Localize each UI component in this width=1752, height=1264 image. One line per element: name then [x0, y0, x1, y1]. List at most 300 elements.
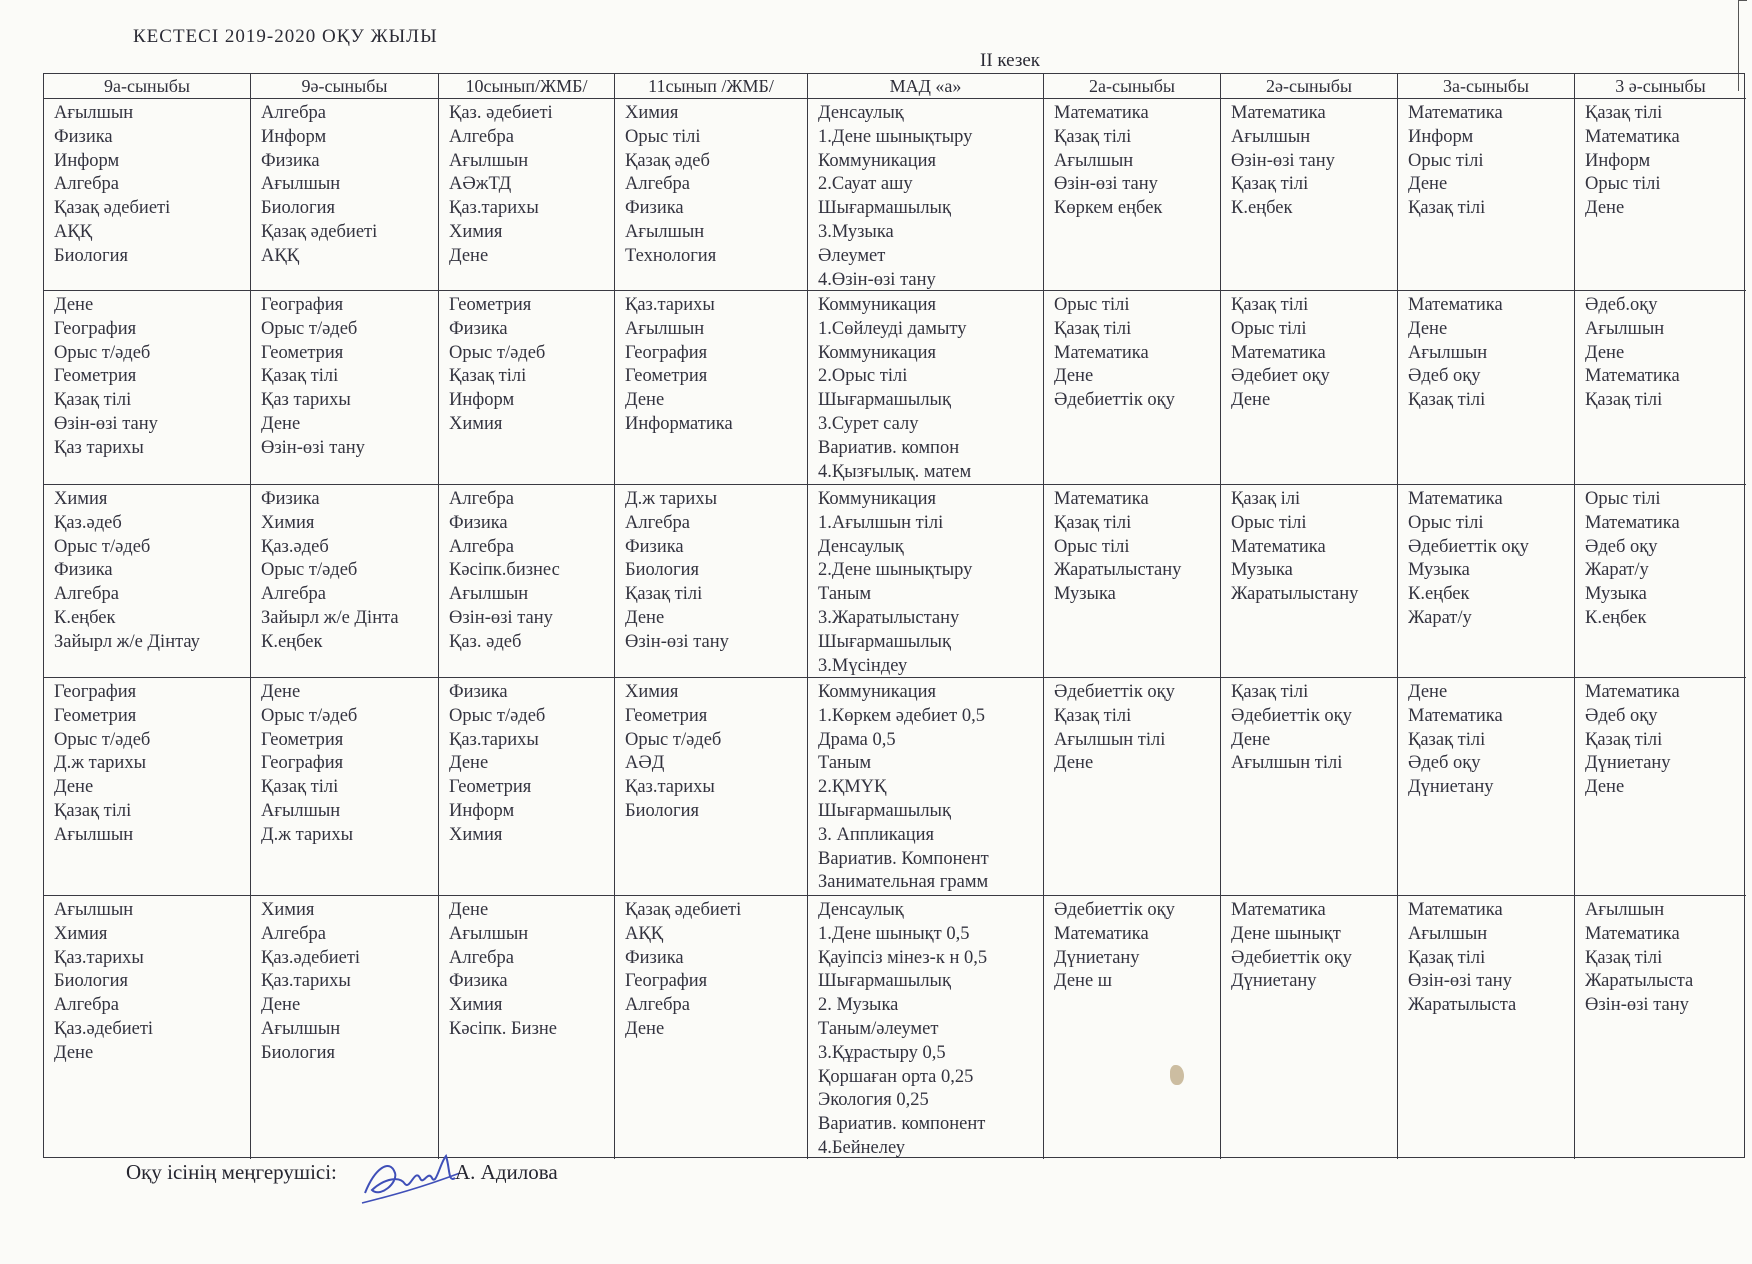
subject-line: 2.Орыс тілі — [818, 366, 908, 387]
schedule-cell — [615, 291, 808, 485]
subject-line: Дене — [625, 390, 665, 411]
subject-line: Ағылшын — [1585, 318, 1665, 339]
subject-line: К.еңбек — [1585, 607, 1647, 628]
subject-line: Алгебра — [54, 174, 120, 195]
schedule-cell — [439, 485, 615, 678]
subject-line: Ағылшын — [1054, 150, 1134, 171]
subject-line: Өзін-өзі тану — [54, 413, 158, 434]
subject-line: Қазақ тілі — [1408, 947, 1486, 968]
subject-line: Вариатив. компон — [818, 437, 960, 458]
schedule-cell — [44, 678, 251, 896]
subject-line: Қазақ ілі — [1231, 489, 1301, 509]
subject-line: Орыс т/әдеб — [449, 705, 546, 726]
subject-line: Өзін-өзі тану — [261, 437, 365, 458]
schedule-cell — [1398, 896, 1575, 1159]
subject-line: Өзін-өзі тану — [1408, 971, 1512, 992]
subject-line: Дүниетану — [1408, 777, 1494, 798]
subject-line: Физика — [449, 971, 508, 992]
subject-line: Геометрия — [261, 729, 344, 750]
subject-line: Қазақ тілі — [1585, 729, 1663, 750]
subject-line: Математика — [1585, 126, 1680, 147]
subject-line: Әдеб оқу — [1585, 536, 1658, 557]
signature-icon — [360, 1148, 470, 1208]
subject-line: Орыс т/әдеб — [261, 560, 358, 581]
subject-line: Қазақ тілі — [449, 366, 527, 387]
subject-line: 4.Қызғылық. матем — [818, 461, 972, 482]
subject-line: АӘжТД — [449, 174, 512, 195]
subject-line: Химия — [261, 900, 315, 920]
subject-line: Математика — [1585, 923, 1680, 944]
subject-line: Вариатив. компонент — [818, 1114, 986, 1135]
subject-line: Геометрия — [261, 342, 344, 363]
subject-line: Физика — [54, 560, 113, 581]
subject-line: Математика — [1585, 366, 1680, 387]
schedule-cell — [44, 99, 251, 291]
column-header: 9а-сыныбы — [44, 74, 251, 99]
subject-line: Биология — [625, 800, 700, 821]
subject-line: Қаз.тарихы — [625, 295, 715, 315]
schedule-cell — [439, 896, 615, 1159]
subject-line: Дене — [1054, 753, 1094, 774]
subject-line: Музыка — [1408, 560, 1470, 581]
subject-line: Дене — [625, 607, 665, 628]
subject-line: Алгебра — [625, 995, 691, 1016]
subject-line: Ағылшын — [449, 150, 529, 171]
schedule-cell — [808, 291, 1044, 485]
subject-line: Шығармашылық — [818, 800, 951, 821]
subject-line: Әдебиеттік оқу — [1054, 682, 1175, 702]
subject-line: Дене ш — [1054, 971, 1113, 992]
subject-line: Дүниетану — [1585, 753, 1671, 774]
subject-line: Д.ж тарихы — [261, 824, 354, 845]
subject-line: Физика — [625, 947, 684, 968]
subject-line: Орыс т/әдеб — [54, 342, 151, 363]
schedule-cell — [808, 99, 1044, 291]
subject-line: Қазақ тілі — [1408, 390, 1486, 411]
subject-line: Коммуникация — [818, 150, 937, 171]
subject-line: Экология 0,25 — [818, 1090, 929, 1111]
subject-line: Шығармашылық — [818, 971, 951, 992]
subject-line: Информ — [261, 126, 327, 147]
schedule-cell — [1398, 99, 1575, 291]
subject-line: Өзін-өзі тану — [625, 631, 729, 652]
subject-line: Әдеб оқу — [1408, 366, 1481, 387]
subject-line: Физика — [449, 512, 508, 533]
subject-line: Дене — [261, 995, 301, 1016]
subject-line: Биология — [261, 198, 336, 219]
subject-line: Ағылшын — [261, 800, 341, 821]
subject-line: Ағылшын тілі — [1231, 753, 1343, 774]
subject-line: Орыс т/әдеб — [54, 536, 151, 557]
subject-line: Ағылшын — [54, 103, 134, 123]
subject-line: АҚҚ — [54, 221, 93, 242]
subject-line: Алгебра — [449, 489, 515, 509]
subject-line: Орыс тілі — [1231, 318, 1307, 339]
subject-line: Математика — [1585, 512, 1680, 533]
subject-line: Ағылшын тілі — [1054, 729, 1166, 750]
schedule-cell — [1044, 896, 1221, 1159]
subject-line: Ағылшын — [261, 174, 341, 195]
schedule-cell — [1575, 485, 1746, 678]
subject-line: 4.Бейнелеу — [818, 1137, 905, 1158]
subject-line: География — [625, 342, 708, 363]
subject-line: Әдебиеттік оқу — [1231, 705, 1352, 726]
subject-line: Алгебра — [261, 923, 327, 944]
subject-line: Таным — [818, 584, 872, 605]
subject-line: Денсаулық — [818, 900, 904, 920]
schedule-cell — [615, 485, 808, 678]
subject-line: 2.ҚМҮҚ — [818, 777, 887, 798]
subject-line: Ағылшын — [449, 923, 529, 944]
subject-line: Математика — [1408, 705, 1503, 726]
subject-line: Қазақ әдебиеті — [625, 900, 742, 920]
subject-line: Әлеумет — [818, 245, 886, 266]
subject-line: Ағылшын — [449, 584, 529, 605]
schedule-cell — [808, 896, 1044, 1159]
subject-line: Геометрия — [449, 295, 532, 315]
subject-line: 1.Сөйлеуді дамыту — [818, 318, 967, 339]
subject-line: Д.ж тарихы — [625, 489, 718, 509]
subject-line: Математика — [1054, 923, 1149, 944]
schedule-cell — [1044, 291, 1221, 485]
subject-line: Алгебра — [625, 512, 691, 533]
subject-line: Қазақ әдебиеті — [54, 198, 171, 219]
subject-line: 1.Дене шынықт 0,5 — [818, 923, 970, 944]
subject-line: Орыс тілі — [1408, 150, 1484, 171]
subject-line: Ағылшын — [54, 824, 134, 845]
subject-line: География — [54, 318, 137, 339]
subject-line: Музыка — [1054, 584, 1116, 605]
schedule-cell — [1398, 485, 1575, 678]
subject-line: Әдебиеттік оқу — [1054, 390, 1175, 411]
subject-line: Ағылшын — [625, 221, 705, 242]
subject-line: Информ — [449, 800, 515, 821]
subject-line: Алгебра — [54, 995, 120, 1016]
column-header: 9ә-сыныбы — [251, 74, 439, 99]
subject-line: Орыс тілі — [1054, 295, 1130, 315]
schedule-cell — [1044, 485, 1221, 678]
subject-line: Орыс тілі — [1054, 536, 1130, 557]
subject-line: Қазақ тілі — [1231, 295, 1309, 315]
subject-line: Д.ж тарихы — [54, 753, 147, 774]
subject-line: Өзін-өзі тану — [1585, 995, 1689, 1016]
subject-line: Дене — [1585, 198, 1625, 219]
subject-line: Математика — [1231, 342, 1326, 363]
subject-line: Зайырл ж/е Дінта — [261, 607, 399, 628]
subject-line: Алгебра — [449, 947, 515, 968]
subject-line: Дене — [261, 682, 301, 702]
paper-stain — [1170, 1065, 1184, 1085]
subject-line: Қаз.тарихы — [261, 971, 351, 992]
subject-line: Әдебиет оқу — [1231, 366, 1330, 387]
subject-line: Әдеб оқу — [1585, 705, 1658, 726]
schedule-cell — [808, 678, 1044, 896]
subject-line: Орыс т/әдеб — [449, 342, 546, 363]
schedule-title: КЕСТЕСІ 2019-2020 ОҚУ ЖЫЛЫ — [133, 26, 438, 47]
column-header: 3а-сыныбы — [1398, 74, 1575, 99]
subject-line: Математика — [1231, 900, 1326, 920]
subject-line: Дене — [1231, 729, 1271, 750]
subject-line: Химия — [54, 489, 108, 509]
subject-line: АҚҚ — [261, 245, 300, 266]
schedule-cell — [615, 678, 808, 896]
schedule-cell — [1221, 291, 1398, 485]
schedule-table — [43, 73, 1745, 1158]
subject-line: Қоршаған орта 0,25 — [818, 1066, 974, 1087]
subject-line: Дене — [1054, 366, 1094, 387]
subject-line: Дене — [1585, 342, 1625, 363]
schedule-cell — [1044, 99, 1221, 291]
subject-line: Коммуникация — [818, 342, 937, 363]
subject-line: Алгебра — [261, 584, 327, 605]
subject-line: Дене — [1231, 390, 1271, 411]
subject-line: Орыс т/әдеб — [261, 705, 358, 726]
schedule-cell — [251, 896, 439, 1159]
subject-line: Кәсіпк.бизнес — [449, 560, 560, 581]
subject-line: Қаз.тарихы — [449, 729, 539, 750]
subject-line: 1.Көркем әдебиет 0,5 — [818, 705, 985, 726]
subject-line: Геометрия — [449, 777, 532, 798]
subject-line: Алгебра — [625, 174, 691, 195]
subject-line: Қауіпсіз мінез-к н 0,5 — [818, 947, 988, 968]
subject-line: Дене — [54, 295, 94, 315]
subject-line: Жаратылыстану — [1231, 584, 1359, 605]
subject-line: Математика — [1231, 103, 1326, 123]
subject-line: Информатика — [625, 413, 733, 434]
subject-line: Әдебиеттік оқу — [1231, 947, 1352, 968]
subject-line: Геометрия — [54, 366, 137, 387]
subject-line: Ағылшын — [1231, 126, 1311, 147]
subject-line: 1.Ағылшын тілі — [818, 512, 944, 533]
subject-line: Қаз.тарихы — [449, 198, 539, 219]
subject-line: Әдебиеттік оқу — [1408, 536, 1529, 557]
subject-line: Қазақ тілі — [54, 800, 132, 821]
subject-line: Геометрия — [625, 366, 708, 387]
subject-line: Қазақ тілі — [625, 584, 703, 605]
subject-line: Физика — [625, 198, 684, 219]
subject-line: Қазақ тілі — [1231, 174, 1309, 195]
subject-line: Қазақ тілі — [1054, 126, 1132, 147]
subject-line: Драма 0,5 — [818, 729, 896, 750]
schedule-cell — [1044, 678, 1221, 896]
schedule-cell — [1398, 678, 1575, 896]
subject-line: К.еңбек — [1231, 198, 1293, 219]
period-label: ІІ кезек — [980, 50, 1040, 71]
subject-line: Химия — [449, 413, 503, 434]
subject-line: Дене — [625, 1018, 665, 1039]
subject-line: Қаз. әдеб — [449, 631, 522, 652]
subject-line: Өзін-өзі тану — [449, 607, 553, 628]
subject-line: Физика — [625, 536, 684, 557]
subject-line: Математика — [1408, 489, 1503, 509]
subject-line: Геометрия — [625, 705, 708, 726]
subject-line: Ағылшын — [1585, 900, 1665, 920]
subject-line: Дене — [1408, 682, 1448, 702]
subject-line: Химия — [261, 512, 315, 533]
schedule-cell — [1575, 99, 1746, 291]
subject-line: Дене — [1408, 174, 1448, 195]
subject-line: 2.Сауат ашу — [818, 174, 913, 195]
subject-line: Қазақ тілі — [54, 390, 132, 411]
subject-line: Дене — [1585, 777, 1625, 798]
subject-line: Математика — [1231, 536, 1326, 557]
subject-line: Орыс тілі — [1585, 489, 1661, 509]
subject-line: 3.Сурет салу — [818, 413, 919, 434]
subject-line: Өзін-өзі тану — [1054, 174, 1158, 195]
subject-line: Биология — [625, 560, 700, 581]
subject-line: Әдеб.оқу — [1585, 295, 1658, 315]
subject-line: К.еңбек — [54, 607, 116, 628]
subject-line: Дене — [1408, 318, 1448, 339]
subject-line: Қазақ тілі — [1054, 318, 1132, 339]
schedule-cell — [439, 99, 615, 291]
column-header: 10сынып/ЖМБ/ — [439, 74, 615, 99]
subject-line: Химия — [625, 103, 679, 123]
column-header: 11сынып /ЖМБ/ — [615, 74, 808, 99]
signatory-name: А. Адилова — [455, 1160, 558, 1184]
column-header: 2а-сыныбы — [1044, 74, 1221, 99]
schedule-cell — [251, 99, 439, 291]
subject-line: 3. Аппликация — [818, 824, 935, 845]
subject-line: Ағылшын — [625, 318, 705, 339]
schedule-cell — [1221, 896, 1398, 1159]
subject-line: Ағылшын — [261, 1018, 341, 1039]
subject-line: Таным/әлеумет — [818, 1018, 939, 1039]
subject-line: Қаз.әдебиеті — [261, 947, 361, 968]
subject-line: Информ — [1408, 126, 1474, 147]
subject-line: Қаз тарихы — [54, 437, 144, 458]
subject-line: Математика — [1408, 103, 1503, 123]
subject-line: Өзін-өзі тану — [1231, 150, 1335, 171]
subject-line: Қазақ тілі — [1408, 729, 1486, 750]
subject-line: Қазақ тілі — [261, 777, 339, 798]
footer-label: Оқу ісінің меңгерушісі: — [126, 1160, 337, 1184]
subject-line: Математика — [1585, 682, 1680, 702]
subject-line: Вариатив. Компонент — [818, 848, 989, 869]
subject-line: АӘД — [625, 753, 665, 774]
subject-line: Химия — [625, 682, 679, 702]
subject-line: 4.Өзін-өзі тану — [818, 269, 936, 290]
subject-line: Қазақ тілі — [1231, 682, 1309, 702]
subject-line: Қаз.тарихы — [625, 777, 715, 798]
schedule-cell — [615, 896, 808, 1159]
column-header: 3 ә-сыныбы — [1575, 74, 1746, 99]
subject-line: Шығармашылық — [818, 390, 951, 411]
subject-line: Орыс тілі — [1585, 174, 1661, 195]
subject-line: Қаз.тарихы — [54, 947, 144, 968]
subject-line: Орыс т/әдеб — [261, 318, 358, 339]
subject-line: Қазақ тілі — [1054, 512, 1132, 533]
subject-line: География — [625, 971, 708, 992]
subject-line: 3.Жаратылыстану — [818, 607, 960, 628]
schedule-cell — [1398, 291, 1575, 485]
subject-line: Дүниетану — [1054, 947, 1140, 968]
subject-line: Қазақ тілі — [1054, 705, 1132, 726]
column-header: МАД «а» — [808, 74, 1044, 99]
subject-line: 3.Құрастыру 0,5 — [818, 1042, 946, 1063]
subject-line: Қазақ тілі — [1585, 947, 1663, 968]
schedule-cell — [251, 291, 439, 485]
subject-line: Ағылшын — [1408, 342, 1488, 363]
subject-line: Биология — [54, 971, 129, 992]
subject-line: Физика — [261, 150, 320, 171]
subject-line: Математика — [1054, 489, 1149, 509]
subject-line: География — [261, 295, 344, 315]
subject-line: Шығармашылық — [818, 198, 951, 219]
subject-line: Жаратылыстану — [1054, 560, 1182, 581]
subject-line: Музыка — [1231, 560, 1293, 581]
subject-line: География — [261, 753, 344, 774]
subject-line: 2.Дене шынықтыру — [818, 560, 973, 581]
subject-line: Коммуникация — [818, 489, 937, 509]
subject-line: Дене — [54, 777, 94, 798]
schedule-cell — [1575, 896, 1746, 1159]
subject-line: Химия — [54, 923, 108, 944]
schedule-cell — [1221, 678, 1398, 896]
subject-line: Математика — [1054, 103, 1149, 123]
subject-line: Физика — [54, 126, 113, 147]
subject-line: К.еңбек — [1408, 584, 1470, 605]
schedule-cell — [1575, 291, 1746, 485]
subject-line: Жаратылыста — [1408, 995, 1517, 1016]
subject-line: Орыс т/әдеб — [54, 729, 151, 750]
subject-line: Зайырл ж/е Дінтау — [54, 631, 200, 652]
schedule-cell — [615, 99, 808, 291]
column-header: 2ә-сыныбы — [1221, 74, 1398, 99]
subject-line: Коммуникация — [818, 682, 937, 702]
subject-line: Дене — [449, 245, 489, 266]
schedule-cell — [1221, 99, 1398, 291]
subject-line: Алгебра — [449, 126, 515, 147]
subject-line: Физика — [449, 682, 508, 702]
subject-line: Геометрия — [54, 705, 137, 726]
schedule-cell — [439, 678, 615, 896]
subject-line: Коммуникация — [818, 295, 937, 315]
subject-line: Кәсіпк. Бизне — [449, 1018, 557, 1039]
schedule-cell — [44, 291, 251, 485]
subject-line: Орыс т/әдеб — [625, 729, 722, 750]
subject-line: Математика — [1054, 342, 1149, 363]
subject-line: Дене — [261, 413, 301, 434]
schedule-cell — [251, 485, 439, 678]
subject-line: АҚҚ — [625, 923, 664, 944]
subject-line: Қазақ тілі — [1585, 390, 1663, 411]
subject-line: Әдебиеттік оқу — [1054, 900, 1175, 920]
subject-line: Химия — [449, 221, 503, 242]
subject-line: Қазақ әдебиеті — [261, 221, 378, 242]
subject-line: Занимательная грамм — [818, 872, 989, 893]
subject-line: Ағылшын — [1408, 923, 1488, 944]
subject-line: Музыка — [1585, 584, 1647, 605]
subject-line: Химия — [449, 995, 503, 1016]
subject-line: Жарат/у — [1408, 607, 1472, 628]
subject-line: Қазақ тілі — [1408, 198, 1486, 219]
subject-line: Әдеб оқу — [1408, 753, 1481, 774]
subject-line: Математика — [1408, 295, 1503, 315]
subject-line: Қаз.әдеб — [54, 512, 122, 533]
subject-line: Жаратылыста — [1585, 971, 1694, 992]
subject-line: Биология — [261, 1042, 336, 1063]
subject-line: Жарат/у — [1585, 560, 1649, 581]
schedule-cell — [251, 678, 439, 896]
subject-line: Дүниетану — [1231, 971, 1317, 992]
subject-line: Физика — [449, 318, 508, 339]
subject-line: Информ — [449, 390, 515, 411]
subject-line: 1.Дене шынықтыру — [818, 126, 973, 147]
subject-line: Қаз.әдеб — [261, 536, 329, 557]
subject-line: Физика — [261, 489, 320, 509]
subject-line: К.еңбек — [261, 631, 323, 652]
